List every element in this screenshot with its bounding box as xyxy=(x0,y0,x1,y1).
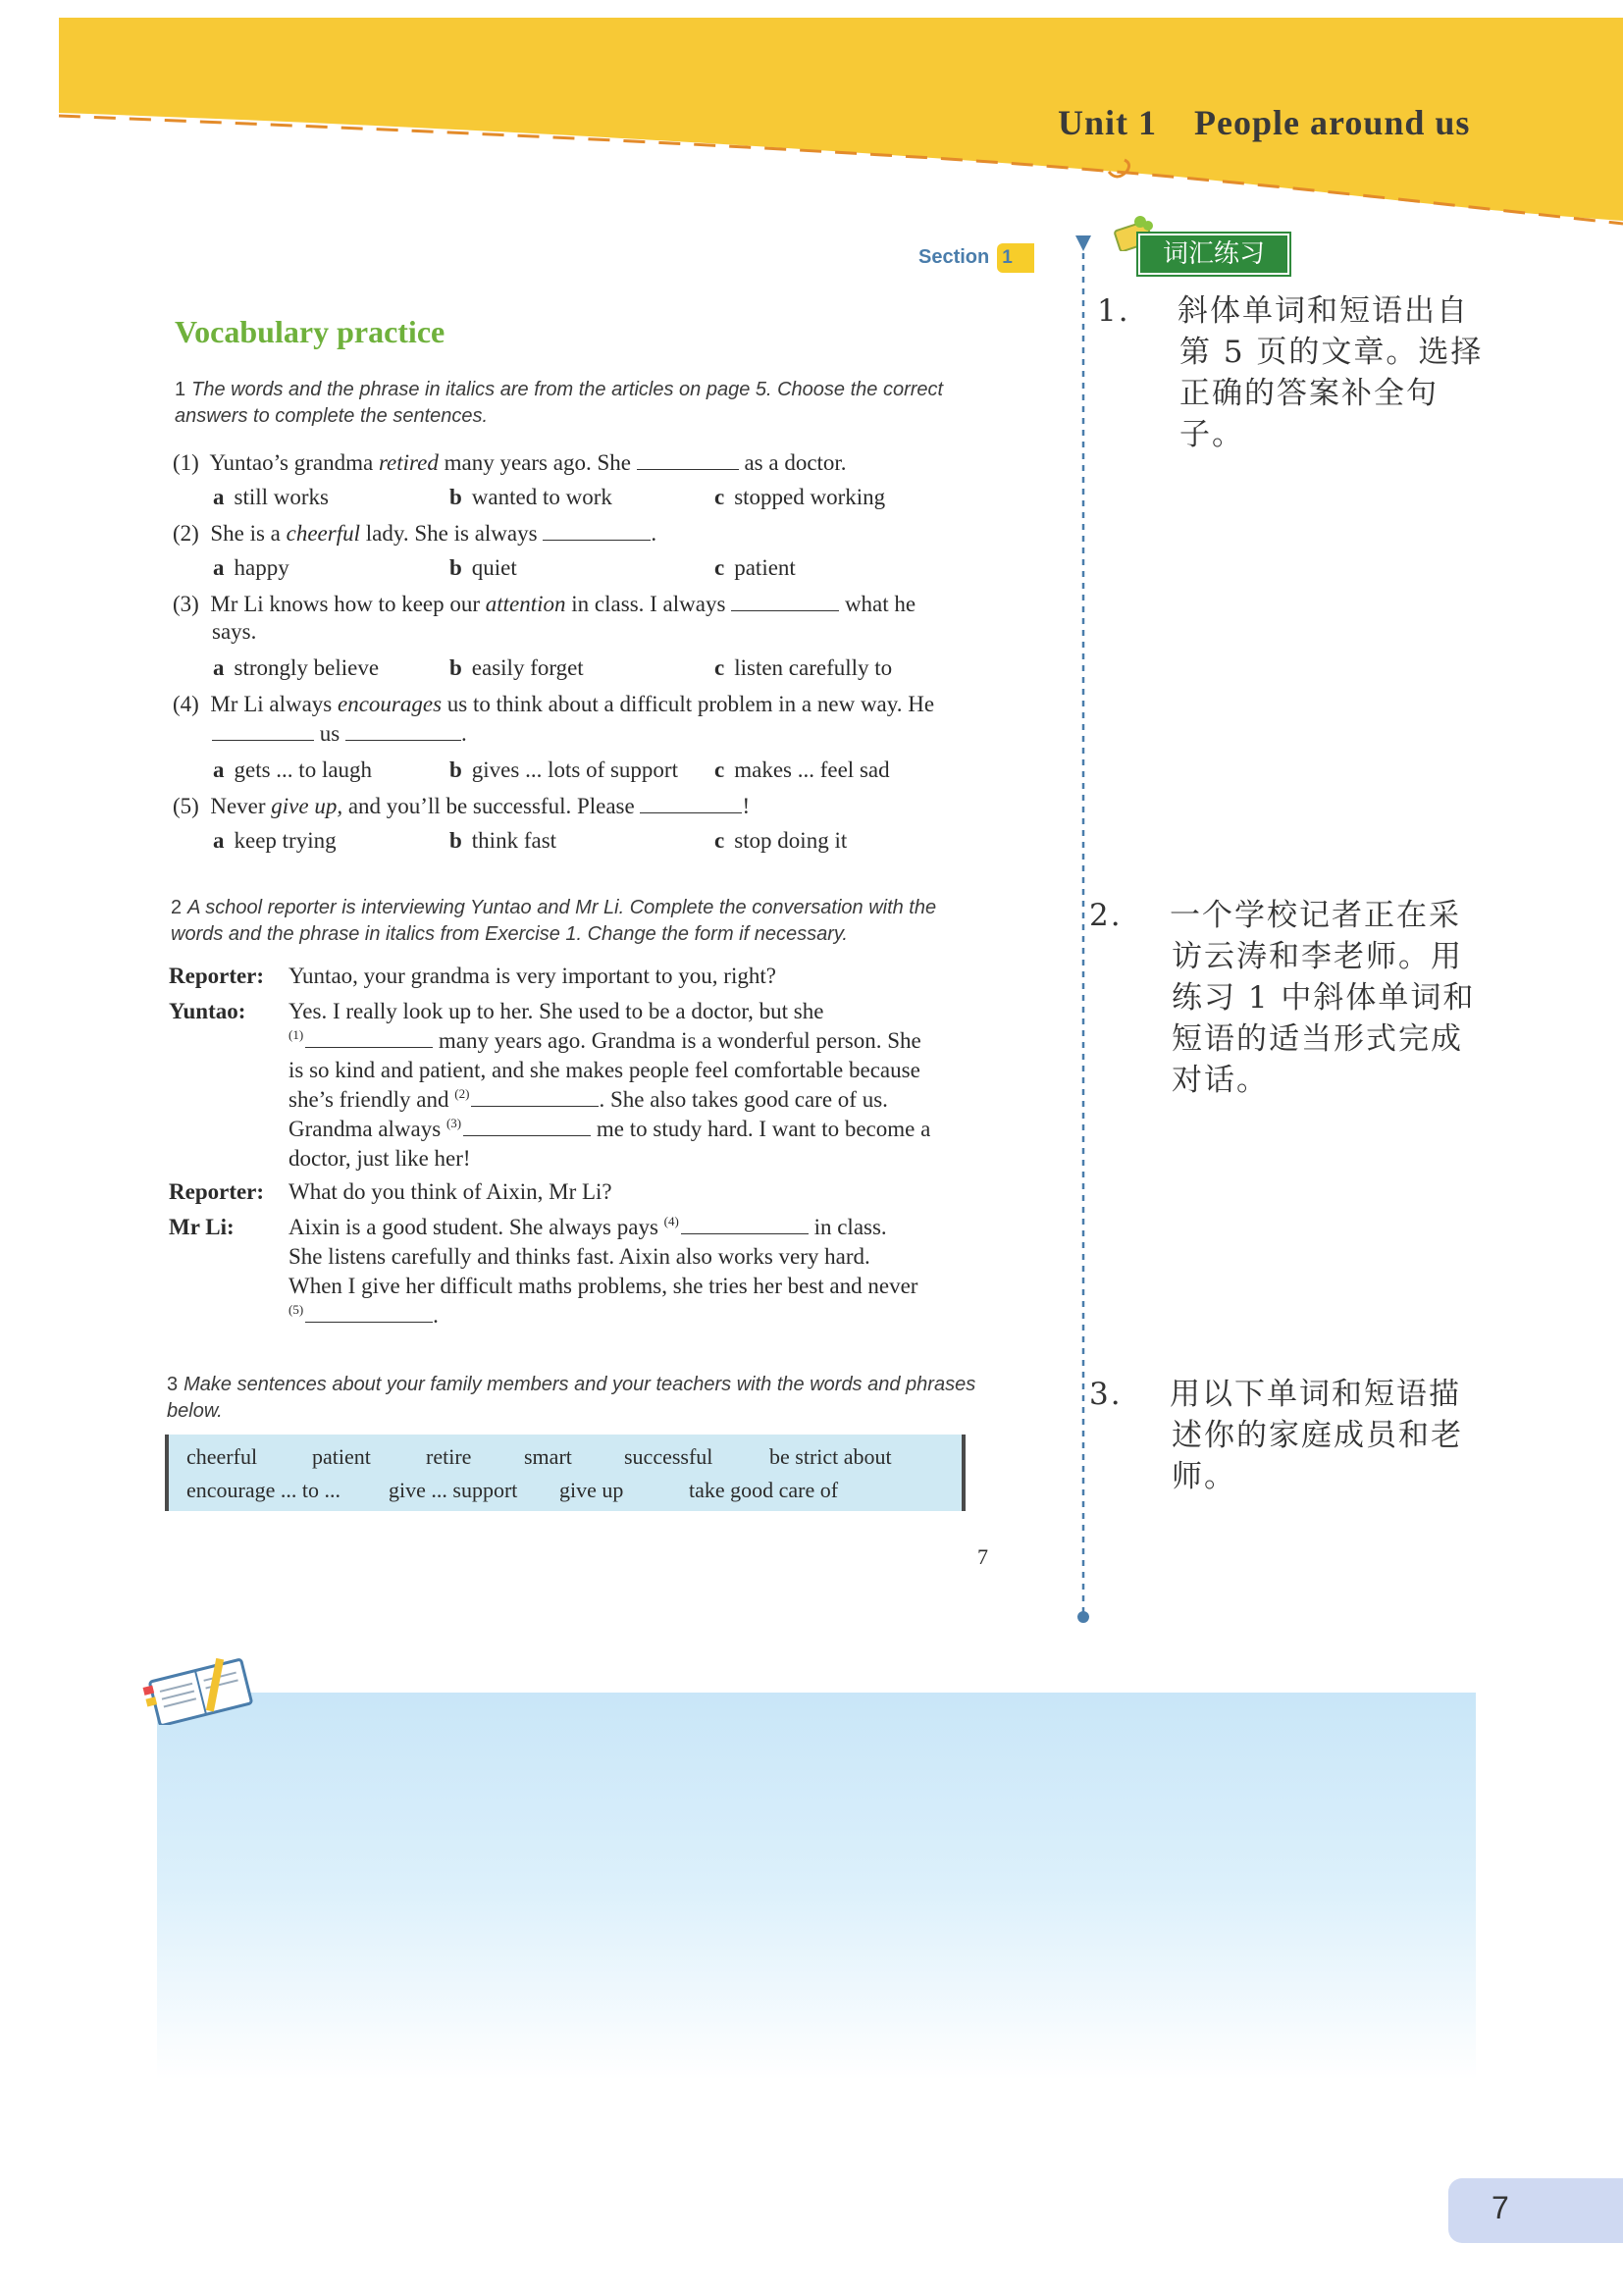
question-1-option-b[interactable]: b wanted to work xyxy=(449,485,612,509)
question-5: (5) Never give up, and you’ll be successful. Please ! xyxy=(173,794,751,818)
speaker-reporter: Reporter: xyxy=(169,1179,265,1204)
vocab-practice-badge: 词汇练习 xyxy=(1138,234,1289,275)
exercise-2-instruction xyxy=(171,895,985,948)
question-3-line-2: says. xyxy=(212,619,257,644)
exercise-1-text: The words and the phrase in italics are from the articles on page 5. Choose the correct answers to complete the sentences. xyxy=(175,379,944,427)
word-item: give ... support xyxy=(389,1478,518,1502)
question-1-option-c[interactable]: c stopped working xyxy=(714,485,886,509)
notes-area xyxy=(157,1693,1476,2080)
question-4: (4) Mr Li always encourages us to think about a difficult problem in a new way. He xyxy=(173,692,935,716)
question-4-option-b[interactable]: b gives ... lots of support xyxy=(449,757,678,782)
section-number: 1 xyxy=(997,243,1034,273)
section-tag xyxy=(918,243,1034,273)
question-3-option-a[interactable]: a strongly believe xyxy=(213,655,380,680)
note-2: 2. 一个学校记者正在采 访云涛和李老师。用 练习 1 中斜体单词和 短语的适当形式完成 对话。 xyxy=(1089,898,1476,1098)
unit-name: People around us xyxy=(1194,103,1471,142)
question-2-option-a[interactable]: a happy xyxy=(213,555,289,580)
word-item: give up xyxy=(559,1478,624,1502)
conversation-blank-4[interactable] xyxy=(681,1216,809,1234)
reporter-line-1: Yuntao, your grandma is very important to you, right? xyxy=(288,964,776,988)
exercise-1-number: 1 xyxy=(175,379,186,400)
word-item: cheerful xyxy=(186,1444,258,1469)
answer-blank[interactable] xyxy=(212,722,314,741)
yuntao-speech: Yes. I really look up to her. She used to be a doctor, but she $^{(1)}$ many years ago. Grandma is a wonderful person. She is so kind and patient, and she makes people feel comfortable because she’s friendly and $^{(2)}$ . She also takes good care of us. Grandma always $^{(3)}$ me to study hard. I want to become a doctor, just like her! xyxy=(288,999,931,1171)
mr-li-speech: Aixin is a good student. She always pays $^{(4)}$ in class. She listens carefully and thinks fast. Aixin also works very hard. When I give her difficult maths problems, she tries her best and never $^{(5)}$ . xyxy=(288,1214,918,1328)
word-item: retire xyxy=(426,1444,472,1469)
question-1-option-a[interactable]: a still works xyxy=(213,485,329,509)
word-item: take good care of xyxy=(689,1478,839,1502)
question-5-option-a[interactable]: a keep trying xyxy=(213,828,337,853)
conversation-blank-2[interactable] xyxy=(471,1088,599,1107)
question-1: (1) Yuntao’s grandma retired many years ago. She as a doctor. xyxy=(173,450,847,475)
word-item: encourage ... to ... xyxy=(186,1478,340,1502)
answer-blank[interactable] xyxy=(640,795,742,813)
unit-title xyxy=(1058,102,1470,143)
question-2-option-b[interactable]: b quiet xyxy=(449,555,517,580)
section-label: Section xyxy=(918,246,990,268)
answer-blank[interactable] xyxy=(345,722,461,741)
answer-blank[interactable] xyxy=(637,451,739,470)
question-2-option-c[interactable]: c patient xyxy=(714,555,796,580)
answer-blank[interactable] xyxy=(543,522,651,541)
speaker-mr-li: Mr Li: xyxy=(169,1215,235,1239)
answer-blank[interactable] xyxy=(731,593,839,611)
speaker-reporter: Reporter: xyxy=(169,964,265,988)
word-item: patient xyxy=(312,1444,371,1469)
question-4-option-a[interactable]: a gets ... to laugh xyxy=(213,757,373,782)
exercise-1-instruction xyxy=(175,377,979,430)
question-5-option-c[interactable]: c stop doing it xyxy=(714,828,848,853)
page-number-tab xyxy=(1448,2178,1623,2243)
conversation-blank-1[interactable] xyxy=(305,1029,433,1048)
question-3-option-c[interactable]: c listen carefully to xyxy=(714,655,893,680)
exercise-2-text: A school reporter is interviewing Yuntao and Mr Li. Complete the conversation with the words and the phrase in italics from Exercise 1. Change the form if necessary. xyxy=(171,897,937,945)
conversation-blank-5[interactable] xyxy=(305,1304,433,1323)
exercise-3-number: 3 xyxy=(167,1374,179,1395)
page-number: 7 xyxy=(1492,2190,1509,2225)
unit-label: Unit 1 xyxy=(1058,103,1158,142)
word-item: be strict about xyxy=(769,1444,892,1469)
word-item: successful xyxy=(624,1444,713,1469)
exercise-3-text: Make sentences about your family members and your teachers with the words and phrases below. xyxy=(167,1374,976,1422)
question-4-option-c[interactable]: c makes ... feel sad xyxy=(714,757,890,782)
notebook-pen-icon xyxy=(139,1656,261,1725)
inner-page-number: 7 xyxy=(977,1544,988,1569)
note-3: 3. 用以下单词和短语描 述你的家庭成员和老 师。 xyxy=(1089,1377,1463,1494)
word-box xyxy=(165,1435,966,1511)
question-3: (3) Mr Li knows how to keep our attention in class. I always what he xyxy=(173,592,916,616)
vocabulary-heading: Vocabulary practice xyxy=(175,314,445,349)
question-3-option-b[interactable]: b easily forget xyxy=(449,655,584,680)
question-4-line-2: us . xyxy=(212,720,467,747)
question-2: (2) She is a cheerful lady. She is always . xyxy=(173,521,657,546)
word-item: smart xyxy=(524,1444,572,1469)
exercise-2-number: 2 xyxy=(171,897,183,918)
question-5-option-b[interactable]: b think fast xyxy=(449,828,557,853)
conversation-blank-3[interactable] xyxy=(463,1118,591,1136)
note-1: 1. 斜体单词和短语出自 第 5 页的文章。选择 正确的答案补全句子。 xyxy=(1097,293,1484,452)
reporter-line-2: What do you think of Aixin, Mr Li? xyxy=(288,1179,612,1204)
speaker-yuntao: Yuntao: xyxy=(169,999,246,1023)
exercise-3-instruction xyxy=(167,1372,981,1425)
